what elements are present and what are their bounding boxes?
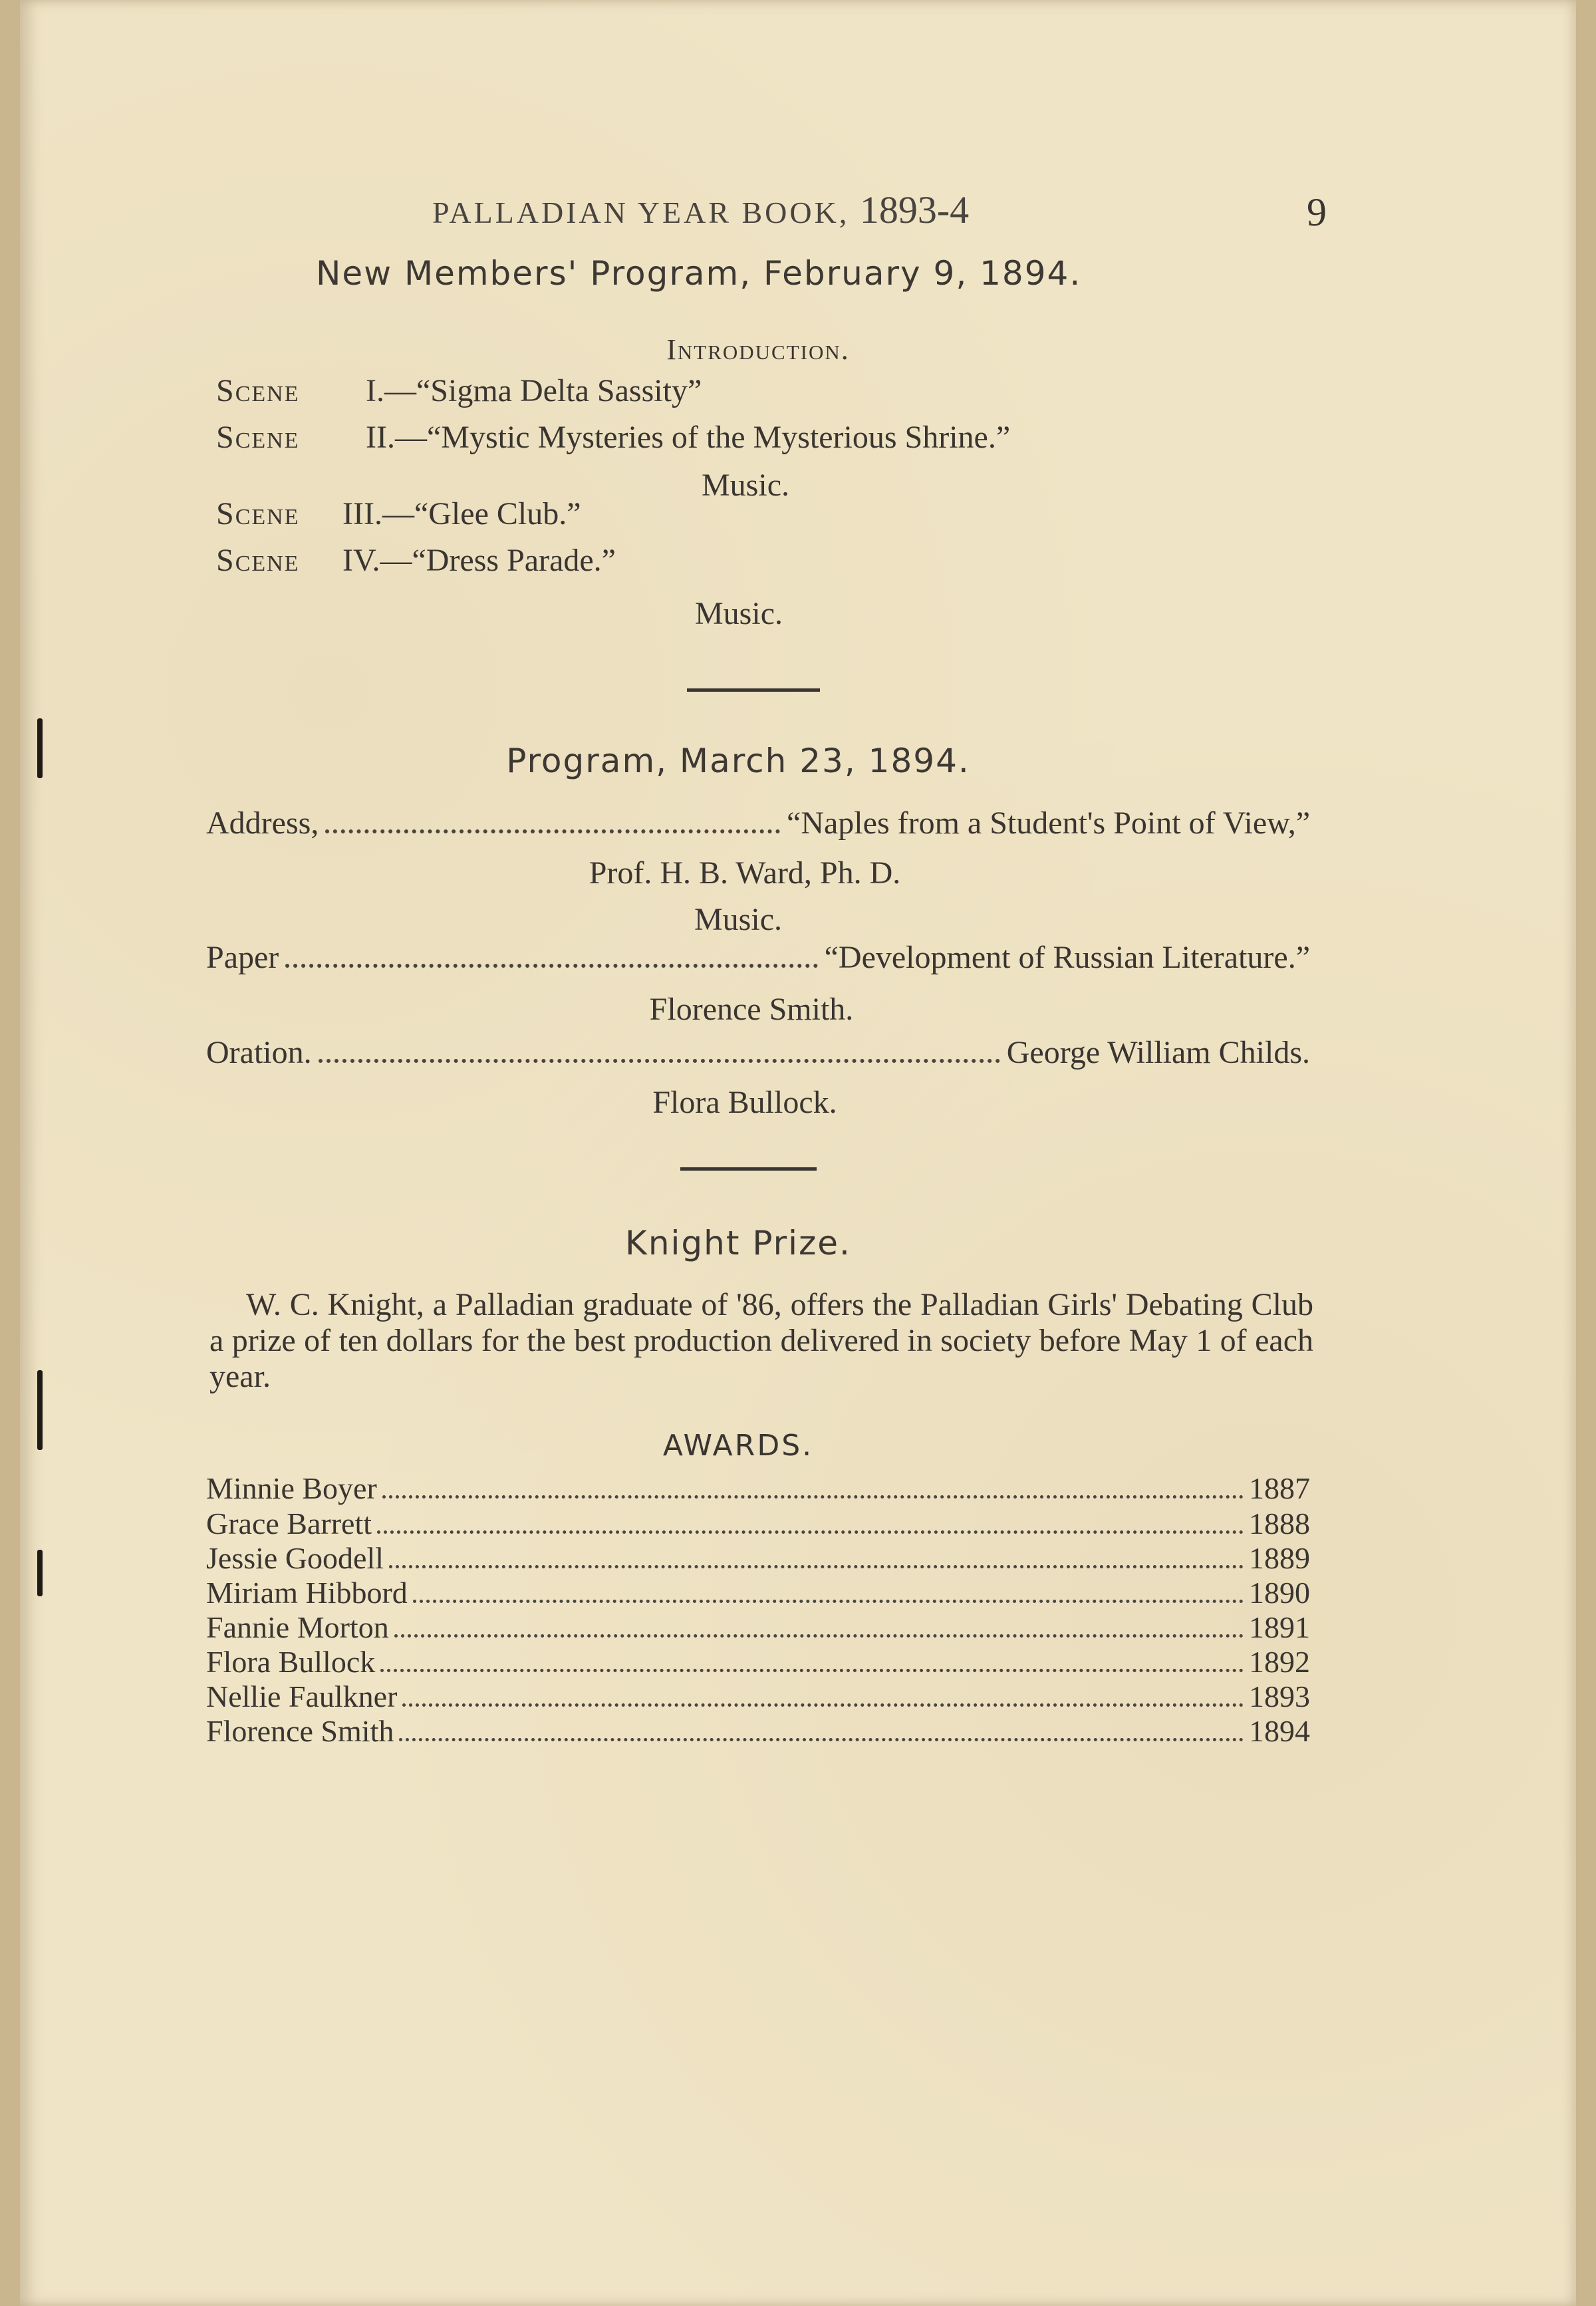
- dot-leader: [413, 1600, 1244, 1603]
- award-row: [206, 1612, 1310, 1643]
- scene-item: [216, 542, 616, 579]
- binding-mark: [37, 1550, 43, 1596]
- award-row: [206, 1473, 1310, 1504]
- award-row: [206, 1647, 1310, 1677]
- section-divider: [687, 688, 820, 692]
- award-year: 1893: [1249, 1679, 1310, 1713]
- dot-leader: [380, 1669, 1244, 1672]
- march-program-heading: Program, March 23, 1894.: [506, 742, 970, 780]
- dot-leader: [319, 1059, 1000, 1063]
- scene-title: “Dress Parade.”: [412, 543, 616, 578]
- award-name: Nellie Faulkner: [206, 1679, 398, 1713]
- music-interlude: Music.: [694, 902, 782, 937]
- award-row: [206, 1509, 1310, 1539]
- section-divider: [680, 1167, 817, 1171]
- program-item-paper: [206, 939, 1310, 976]
- scene-item: [216, 372, 702, 409]
- scene-number: I.—: [366, 373, 416, 408]
- award-row: [206, 1681, 1310, 1712]
- program-item-oration: [206, 1034, 1310, 1071]
- award-row: [206, 1578, 1310, 1608]
- scene-title: “Mystic Mysteries of the Mysterious Shrine.”: [426, 420, 1011, 455]
- dot-leader: [399, 1738, 1244, 1741]
- program-item-presenter: Florence Smith.: [649, 992, 854, 1027]
- knight-prize-heading: Knight Prize.: [625, 1224, 851, 1262]
- new-members-heading: New Members' Program, February 9, 1894.: [316, 254, 1082, 293]
- award-year: 1887: [1249, 1471, 1310, 1505]
- program-item-presenter: Prof. H. B. Ward, Ph. D.: [589, 855, 901, 891]
- scene-number: IV.—: [342, 543, 412, 578]
- award-year: 1890: [1249, 1576, 1310, 1610]
- program-item-type: Paper: [206, 940, 279, 975]
- scene-label: Scene: [216, 420, 300, 455]
- award-row: [206, 1716, 1310, 1747]
- award-year: 1892: [1249, 1645, 1310, 1679]
- music-interlude: Music.: [702, 468, 789, 503]
- scene-item: [216, 419, 1010, 456]
- scene-label: Scene: [216, 543, 300, 578]
- scene-label: Scene: [216, 373, 300, 408]
- dot-leader: [394, 1634, 1244, 1638]
- dot-leader: [389, 1565, 1244, 1568]
- award-name: Jessie Goodell: [206, 1541, 384, 1575]
- program-item-address: [206, 805, 1310, 841]
- program-item-type: Oration.: [206, 1035, 312, 1070]
- scene-number: III.—: [342, 496, 414, 531]
- program-item-presenter: Flora Bullock.: [652, 1085, 837, 1120]
- dot-leader: [377, 1530, 1244, 1534]
- dot-leader: [402, 1703, 1244, 1707]
- running-head: [432, 188, 969, 232]
- music-interlude: Music.: [695, 596, 783, 631]
- program-item-title: “Development of Russian Literature.”: [824, 940, 1310, 975]
- award-year: 1891: [1249, 1610, 1310, 1644]
- scene-title: “Glee Club.”: [414, 496, 581, 531]
- award-name: Flora Bullock: [206, 1645, 376, 1679]
- program-item-type: Address,: [206, 805, 319, 841]
- dot-leader: [325, 829, 780, 833]
- award-name: Fannie Morton: [206, 1610, 389, 1644]
- award-year: 1888: [1249, 1507, 1310, 1540]
- scene-title: “Sigma Delta Sassity”: [416, 373, 702, 408]
- scene-number: II.—: [366, 420, 427, 455]
- book-page: [20, 0, 1576, 2306]
- program-item-title: George William Childs.: [1006, 1035, 1310, 1070]
- award-year: 1889: [1249, 1541, 1310, 1575]
- introduction-label: Introduction.: [666, 333, 850, 366]
- program-item-title: “Naples from a Student's Point of View,”: [787, 805, 1310, 841]
- page-number: 9: [1307, 190, 1327, 234]
- award-year: 1894: [1249, 1714, 1310, 1748]
- running-head-title: PALLADIAN YEAR BOOK,: [432, 196, 850, 229]
- award-row: [206, 1543, 1310, 1574]
- knight-prize-description: W. C. Knight, a Palladian graduate of '86, offers the Palladian Girls' Debating Club a prize of ten dollars for the best production delivered in society before May 1 of each year.: [209, 1287, 1313, 1394]
- scene-label: Scene: [216, 496, 300, 531]
- running-head-year: 1893-4: [859, 188, 970, 231]
- awards-heading: AWARDS.: [662, 1429, 814, 1463]
- scene-item: [216, 496, 581, 532]
- award-name: Minnie Boyer: [206, 1471, 377, 1505]
- award-name: Miriam Hibbord: [206, 1576, 408, 1610]
- dot-leader: [382, 1495, 1244, 1499]
- award-name: Grace Barrett: [206, 1507, 372, 1540]
- award-name: Florence Smith: [206, 1714, 394, 1748]
- dot-leader: [285, 964, 817, 968]
